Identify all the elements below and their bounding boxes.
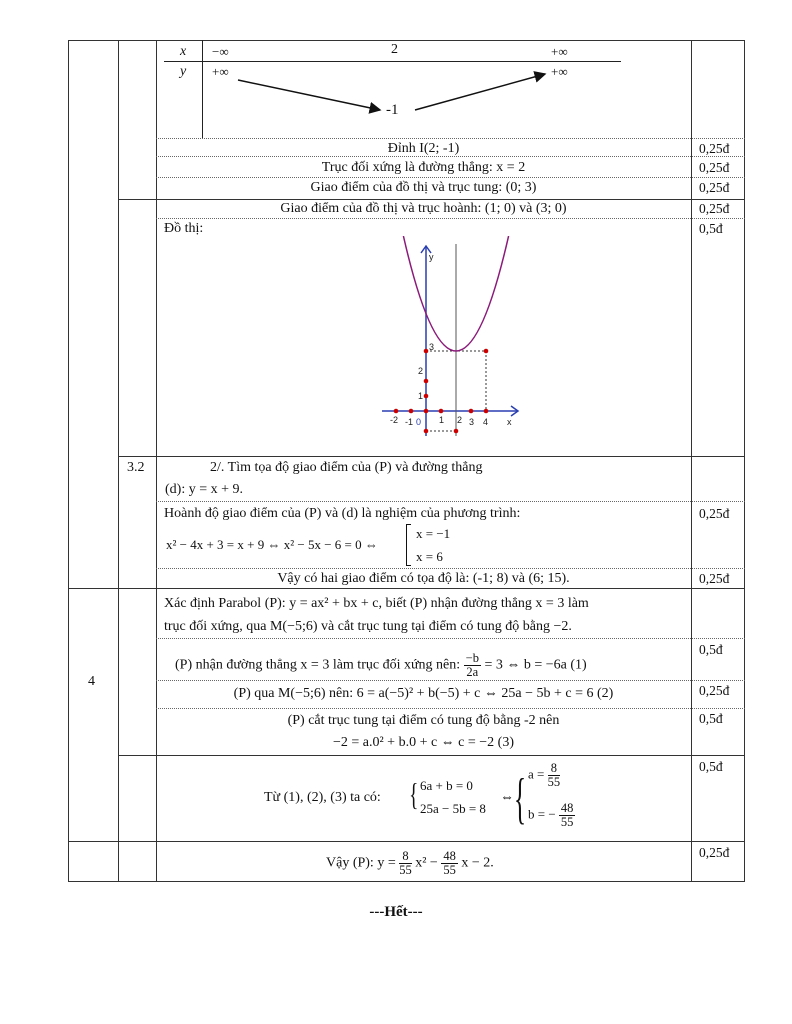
score-graph: 0,5đ bbox=[699, 221, 723, 236]
score-3-2-conclusion: 0,25đ bbox=[699, 571, 730, 586]
x-tick-4: 4 bbox=[483, 417, 489, 427]
score-x-intercept: 0,25đ bbox=[699, 201, 730, 216]
graph-label: Đồ thị: bbox=[164, 221, 204, 236]
point-vertex bbox=[454, 429, 459, 434]
y-tick-2: 2 bbox=[418, 366, 424, 376]
solution-2: x = 6 bbox=[416, 549, 443, 564]
point-x3 bbox=[469, 409, 474, 414]
question-3-2-number: 3.2 bbox=[127, 460, 145, 475]
score-4-final: 0,25đ bbox=[699, 845, 730, 860]
score-4-step4: 0,5đ bbox=[699, 759, 723, 774]
footer-end: ---Hết--- bbox=[369, 904, 423, 920]
var-y-min: -1 bbox=[386, 102, 399, 118]
var-x-label: x bbox=[180, 44, 187, 59]
score-4-step3: 0,5đ bbox=[699, 711, 723, 726]
x-tick-2: 2 bbox=[457, 415, 463, 425]
var-x-left: −∞ bbox=[212, 44, 229, 59]
point-x1 bbox=[439, 409, 444, 414]
y-tick-3: 3 bbox=[429, 342, 435, 352]
x-tick-3: 3 bbox=[469, 417, 475, 427]
score-vertex: 0,25đ bbox=[699, 141, 730, 156]
question-4-step4-pre: Từ (1), (2), (3) ta có: bbox=[264, 790, 381, 805]
question-3-2-equation: x² − 4x + 3 = x + 9 ⇔ x² − 5x − 6 = 0 ⇔ bbox=[166, 537, 378, 552]
question-4-number: 4 bbox=[88, 674, 95, 689]
score-4-step2: 0,25đ bbox=[699, 683, 730, 698]
x-tick-1: 1 bbox=[439, 415, 445, 425]
question-3-2-conclusion: Vậy có hai giao điểm có tọa độ là: (-1; 8) và (6; 15). bbox=[277, 571, 570, 586]
system-eq-2: 25a − 5b = 8 bbox=[420, 801, 486, 816]
axis-text: Trục đối xứng là đường thẳng: x = 2 bbox=[321, 160, 526, 175]
y-axis-label: y bbox=[429, 252, 434, 262]
point-x4 bbox=[484, 409, 489, 414]
iff-symbol: ⇔ bbox=[500, 790, 514, 805]
point-y-minus1 bbox=[424, 429, 429, 434]
solution-1: x = −1 bbox=[416, 526, 451, 541]
question-4-final: Vậy (P): y = $\frac{8}{55}$ x² − $\frac{48}{55}$ x − 2. bbox=[326, 849, 494, 877]
question-4-step3-line1: (P) cắt trục tung tại điểm có tung độ bằng -2 nên bbox=[287, 713, 560, 728]
x-intercept-text: Giao điểm của đồ thị và trục hoành: (1; 0) và (3; 0) bbox=[280, 201, 567, 216]
var-x-mid: 2 bbox=[391, 42, 398, 57]
var-y-left: +∞ bbox=[212, 64, 229, 79]
point-y2 bbox=[424, 379, 429, 384]
point-y3 bbox=[424, 349, 429, 354]
solution-bracket bbox=[406, 524, 407, 566]
score-axis: 0,25đ bbox=[699, 160, 730, 175]
question-3-2-text: Hoành độ giao điểm của (P) và (d) là nghiệm của phương trình: bbox=[164, 506, 521, 521]
var-y-right: +∞ bbox=[551, 64, 568, 79]
score-4-step1: 0,5đ bbox=[699, 642, 723, 657]
left-brace-icon-2: { bbox=[514, 768, 527, 830]
var-x-right: +∞ bbox=[551, 44, 568, 59]
point-4-3 bbox=[484, 349, 489, 354]
point-origin bbox=[424, 409, 429, 414]
solution-a: a = $\frac{8}{55}$ bbox=[528, 761, 561, 789]
question-3-2-line2: (d): y = x + 9. bbox=[165, 482, 244, 497]
system-eq-1: 6a + b = 0 bbox=[420, 778, 473, 793]
fraction-minus-b-over-2a: $\frac{-b}{2a}$ bbox=[465, 651, 479, 679]
question-3-2-line1: 2/. Tìm tọa độ giao điểm của (P) và đường thẳng bbox=[210, 460, 483, 475]
question-4-step3-line2: −2 = a.0² + b.0 + c ⇔ c = −2 (3) bbox=[332, 735, 515, 750]
y-intercept-text: Giao điểm của đồ thị và trục tung: (0; 3) bbox=[310, 180, 537, 195]
x-tick-minus2: -2 bbox=[390, 415, 399, 425]
question-4-step1: (P) nhận đường thẳng x = 3 làm trục đối xứng nên: $\frac{-b}{2a}$ = 3 ⇔ b = −6a (1) bbox=[175, 651, 587, 679]
origin-label: 0 bbox=[416, 417, 422, 427]
x-axis-label: x bbox=[507, 417, 512, 427]
solution-b: b = − $\frac{48}{55}$ bbox=[528, 801, 574, 829]
score-y-intercept: 0,25đ bbox=[699, 180, 730, 195]
score-3-2-equation: 0,25đ bbox=[699, 506, 730, 521]
point-y1 bbox=[424, 394, 429, 399]
variation-arrows bbox=[230, 70, 550, 115]
question-4-line1: Xác định Parabol (P): y = ax² + bx + c, biết (P) nhận đường thẳng x = 3 làm bbox=[164, 596, 589, 611]
x-tick-minus1: -1 bbox=[405, 417, 414, 427]
question-4-step2: (P) qua M(−5;6) nên: 6 = a(−5)² + b(−5) + c ⇔ 25a − 5b + c = 6 (2) bbox=[233, 686, 614, 701]
point-x-minus1 bbox=[409, 409, 414, 414]
left-brace-icon: { bbox=[409, 776, 419, 812]
point-x-minus2 bbox=[394, 409, 399, 414]
var-y-label: y bbox=[180, 64, 187, 79]
vertex-text: Đỉnh I(2; -1) bbox=[387, 141, 460, 156]
parabola-graph bbox=[378, 236, 523, 441]
y-tick-1: 1 bbox=[418, 391, 424, 401]
question-4-line2: trục đối xứng, qua M(−5;6) và cắt trục tung tại điểm có tung độ bằng −2. bbox=[164, 619, 572, 634]
